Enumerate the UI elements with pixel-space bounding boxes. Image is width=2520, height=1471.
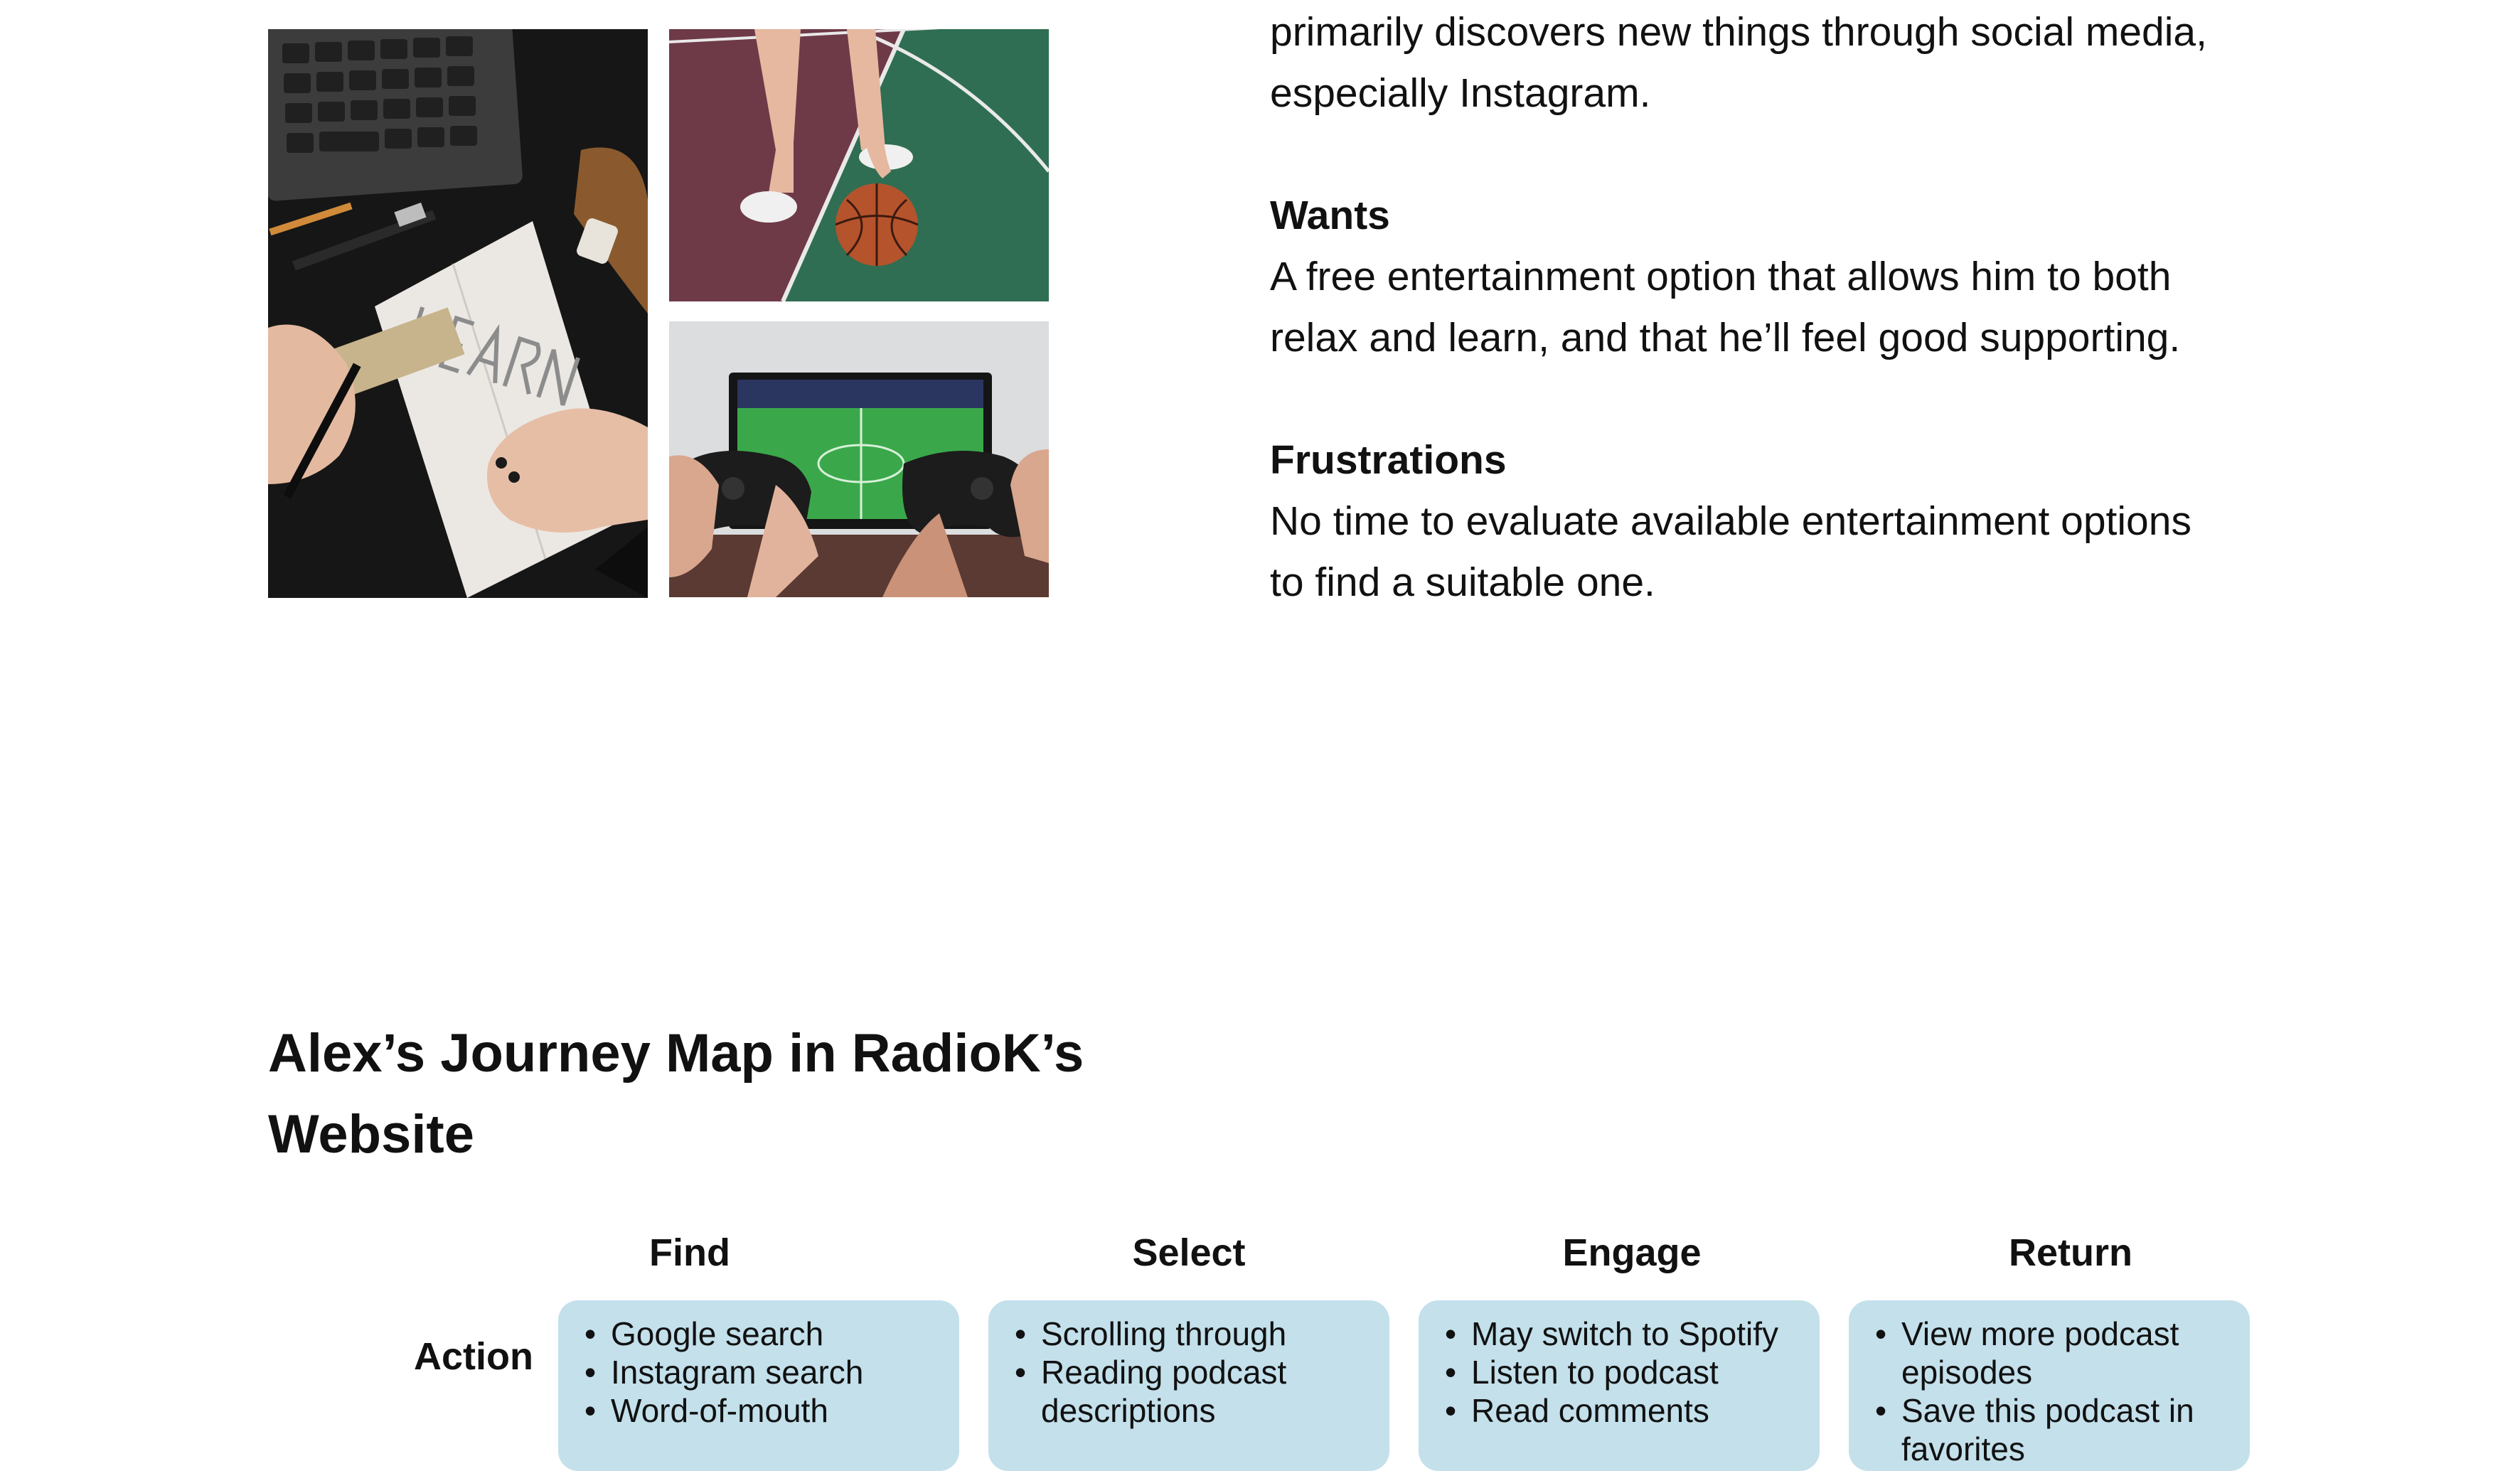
learn-notebook-photo bbox=[268, 29, 648, 598]
action-item: • Save this podcast in favorites bbox=[1870, 1391, 2221, 1468]
action-card-select bbox=[988, 1300, 1389, 1471]
action-item: • Read comments bbox=[1440, 1391, 1791, 1430]
action-item: • View more podcast episodes bbox=[1870, 1315, 2221, 1391]
row-label-action: Action bbox=[414, 1335, 533, 1378]
action-item: • Word-of-mouth bbox=[580, 1391, 931, 1430]
action-item: • Google search bbox=[580, 1315, 931, 1353]
journey-map-title-line: Alex’s Journey Map in RadioK’s bbox=[268, 1023, 1084, 1084]
journey-map-title bbox=[268, 1013, 1121, 1175]
video-game-photo bbox=[669, 321, 1049, 597]
wants-text-line: relax and learn, and that he’ll feel good supporting. bbox=[1270, 315, 2181, 360]
frustrations-heading: Frustrations bbox=[1270, 437, 1507, 483]
stage-header-return: Return bbox=[2009, 1231, 2132, 1274]
persona-intro-line: primarily discovers new things through social media, bbox=[1270, 9, 2207, 55]
action-item: • Instagram search bbox=[580, 1353, 931, 1391]
action-card-find bbox=[558, 1300, 959, 1471]
action-card-return bbox=[1849, 1300, 2250, 1471]
action-list bbox=[1440, 1315, 1791, 1430]
wants-text-line: A free entertainment option that allows him to both bbox=[1270, 254, 2172, 299]
wants-section bbox=[1270, 185, 2308, 368]
frustrations-text-line: to find a suitable one. bbox=[1270, 560, 1655, 605]
persona-intro bbox=[1270, 1, 2308, 124]
journey-map-title-line: Website bbox=[268, 1104, 475, 1165]
action-item: • May switch to Spotify bbox=[1440, 1315, 1791, 1353]
frustrations-section bbox=[1270, 429, 2308, 613]
persona-details bbox=[1270, 0, 2308, 613]
basketball-court-photo bbox=[669, 29, 1049, 301]
action-item: • Listen to podcast bbox=[1440, 1353, 1791, 1391]
action-item: • Scrolling through bbox=[1010, 1315, 1361, 1353]
action-item: • Reading podcast descriptions bbox=[1010, 1353, 1361, 1430]
action-list bbox=[580, 1315, 931, 1430]
action-card-engage bbox=[1419, 1300, 1820, 1471]
stage-header-engage: Engage bbox=[1562, 1231, 1702, 1274]
stage-header-select: Select bbox=[1132, 1231, 1246, 1274]
stage-header-find: Find bbox=[649, 1231, 730, 1274]
wants-heading: Wants bbox=[1270, 193, 1390, 238]
action-list bbox=[1870, 1315, 2221, 1468]
action-list bbox=[1010, 1315, 1361, 1430]
persona-intro-line: especially Instagram. bbox=[1270, 70, 1651, 116]
frustrations-text-line: No time to evaluate available entertainment options bbox=[1270, 498, 2191, 544]
